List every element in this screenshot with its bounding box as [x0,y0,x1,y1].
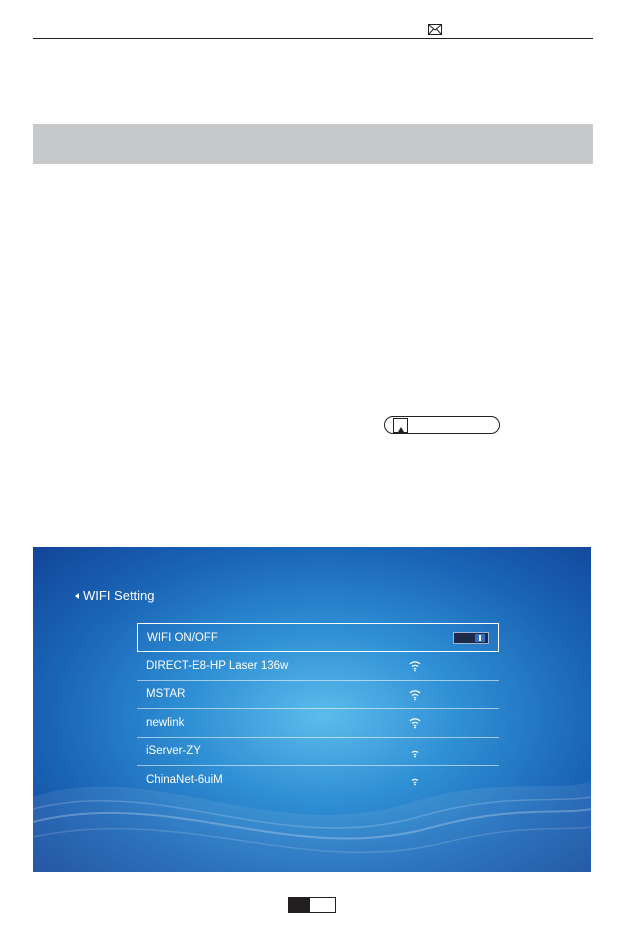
wifi-toggle-switch[interactable] [453,632,489,644]
screen-title[interactable] [75,588,155,603]
wifi-signal-icon [409,660,421,672]
network-name: ChinaNet-6uiM [146,774,223,787]
screen-title-text: WIFI Setting [83,588,155,603]
wifi-signal-icon [409,774,421,786]
network-row[interactable] [137,681,499,710]
network-name: DIRECT-E8-HP Laser 136w [146,659,289,672]
network-name: iServer-ZY [146,745,201,758]
wifi-toggle-label: WIFI ON/OFF [147,631,218,644]
network-row[interactable] [137,766,499,795]
network-name: MSTAR [146,688,186,701]
network-row[interactable] [137,652,499,681]
remote-button-pill [384,416,500,434]
wifi-signal-icon [409,689,421,701]
page-indicator [288,897,336,913]
mail-icon [428,24,442,35]
header-rule [33,38,593,39]
up-key-icon [393,418,408,433]
wifi-settings-screen [33,547,591,872]
wifi-toggle-row[interactable] [137,623,499,652]
network-row[interactable] [137,738,499,767]
network-row[interactable] [137,709,499,738]
wifi-list [137,623,499,795]
up-arrow-icon [398,427,404,432]
wifi-signal-icon [409,717,421,729]
wifi-signal-icon [409,746,421,758]
page-indicator-fill [289,898,310,912]
network-name: newlink [146,716,185,729]
toggle-knob [475,634,485,642]
section-band [33,124,593,164]
back-arrow-icon[interactable] [75,593,79,599]
